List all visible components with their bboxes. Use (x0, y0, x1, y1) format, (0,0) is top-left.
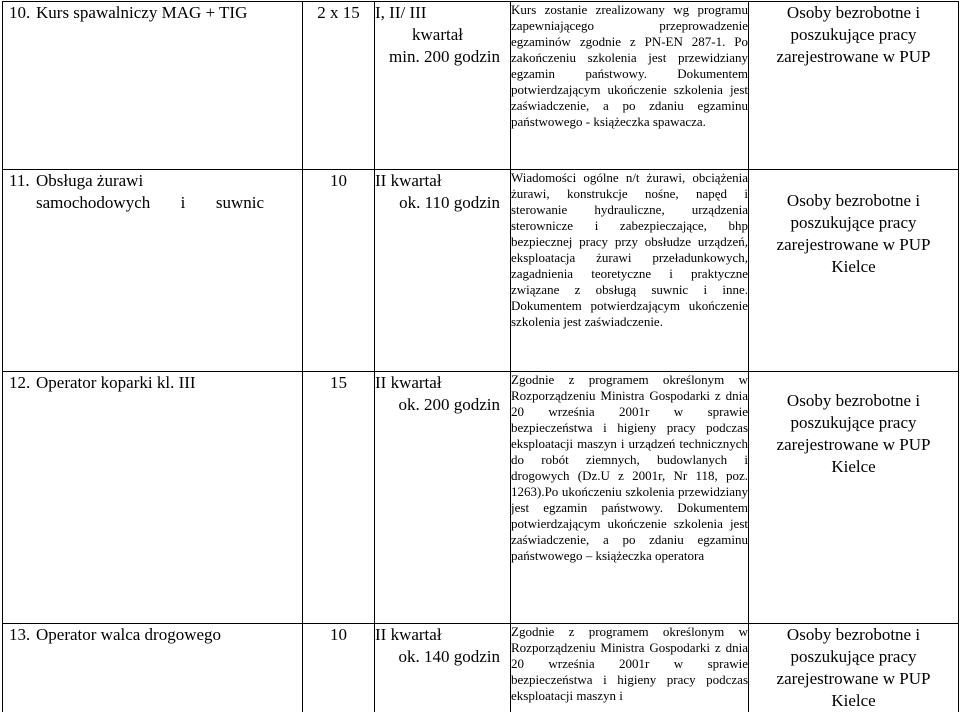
target-line: poszukujące pracy (749, 24, 958, 46)
course-description: Zgodnie z programem określonym w Rozporządzeniu Ministra Gospodarki z dnia 20 września 2001r w sprawie bezpieczeństwa i higieny pracy podczas eksploatacji maszyn i urządzeń technicznych do robót ziemnych, budowlanych i drogowych (Dz.U z 2001r, Nr 118, poz. 1263).Po ukończeniu szkolenia przewidziany jest egzamin państwowy. Dokumentem potwierdzającym ukończenie szkolenia jest zaświadczenie, a po zdaniu egzaminu państwowego – książeczka operatora (511, 372, 749, 624)
course-name-cell (3, 170, 303, 372)
term-cell (375, 170, 511, 372)
course-name: Kurs spawalniczy MAG + TIG (36, 2, 247, 24)
term-line: II kwartał (375, 624, 510, 646)
row-number: 10. (3, 2, 36, 24)
table-row (3, 170, 959, 372)
participants-count: 2 x 15 (303, 2, 375, 170)
row-number: 11. (3, 170, 36, 192)
term-line: kwartał (375, 24, 510, 46)
row-number: 13. (3, 624, 36, 646)
target-line: zarejestrowane w PUP (749, 46, 958, 68)
target-line: Kielce (749, 456, 958, 478)
course-name: samochodowych i suwnic (3, 192, 264, 214)
duration: ok. 200 godzin (375, 394, 510, 416)
target-line: Osoby bezrobotne i (749, 2, 958, 24)
target-line: zarejestrowane w PUP (749, 234, 958, 256)
course-name-cell (3, 372, 303, 624)
target-line: zarejestrowane w PUP (749, 668, 958, 690)
course-name: Operator koparki kl. III (36, 372, 196, 394)
participants-count: 15 (303, 372, 375, 624)
row-number: 12. (3, 372, 36, 394)
target-line: Kielce (749, 690, 958, 712)
target-line: Osoby bezrobotne i (749, 390, 958, 412)
duration: min. 200 godzin (375, 46, 510, 68)
table-row (3, 2, 959, 170)
target-line: zarejestrowane w PUP (749, 434, 958, 456)
target-group-cell (749, 624, 959, 712)
target-group-cell (749, 2, 959, 170)
target-line: poszukujące pracy (749, 646, 958, 668)
participants-count: 10 (303, 624, 375, 712)
course-name: Operator walca drogowego (36, 624, 221, 646)
target-line: poszukujące pracy (749, 412, 958, 434)
duration: ok. 110 godzin (375, 192, 510, 214)
target-line: Kielce (749, 256, 958, 278)
course-name-cell (3, 624, 303, 712)
target-line: poszukujące pracy (749, 212, 958, 234)
duration: ok. 140 godzin (375, 646, 510, 668)
table-row (3, 624, 959, 712)
course-name: Obsługa żurawi (36, 170, 143, 192)
course-description: Wiadomości ogólne n/t żurawi, obciążenia żurawi, konstrukcje nośne, napęd i sterowanie hydrauliczne, urządzenia sterownicze i zabezpieczające, bhp bezpiecznej pracy przy obsłudze urządzeń, eksploatacja żurawi przeładunkowych, zagadnienia teoretyczne i praktyczne związane z obsługą suwnic i inne. Dokumentem potwierdzającym ukończenie szkolenia jest zaświadczenie. (511, 170, 749, 372)
term-line: II kwartał (375, 170, 510, 192)
term-cell (375, 2, 511, 170)
course-description: Zgodnie z programem określonym w Rozporządzeniu Ministra Gospodarki z dnia 20 września 2001r w sprawie bezpieczeństwa i higieny pracy podczas eksploatacji maszyn i (511, 624, 749, 712)
term-line: I, II/ III (375, 2, 510, 24)
target-line: Osoby bezrobotne i (749, 190, 958, 212)
target-group-cell (749, 170, 959, 372)
course-description: Kurs zostanie zrealizowany wg programu zapewniającego przeprowadzenie egzaminów zgodnie z PN-EN 287-1. Po zakończeniu szkolenia jest przewidziany egzamin państwowy. Dokumentem potwierdzającym ukończenie szkolenia jest zaświadczenie, a po zdaniu egzaminu państwowego - książeczka spawacza. (511, 2, 749, 170)
term-cell (375, 372, 511, 624)
target-line: Osoby bezrobotne i (749, 624, 958, 646)
target-group-cell (749, 372, 959, 624)
term-line: II kwartał (375, 372, 510, 394)
courses-table (2, 1, 959, 712)
participants-count: 10 (303, 170, 375, 372)
course-name-cell (3, 2, 303, 170)
table-row (3, 372, 959, 624)
term-cell (375, 624, 511, 712)
